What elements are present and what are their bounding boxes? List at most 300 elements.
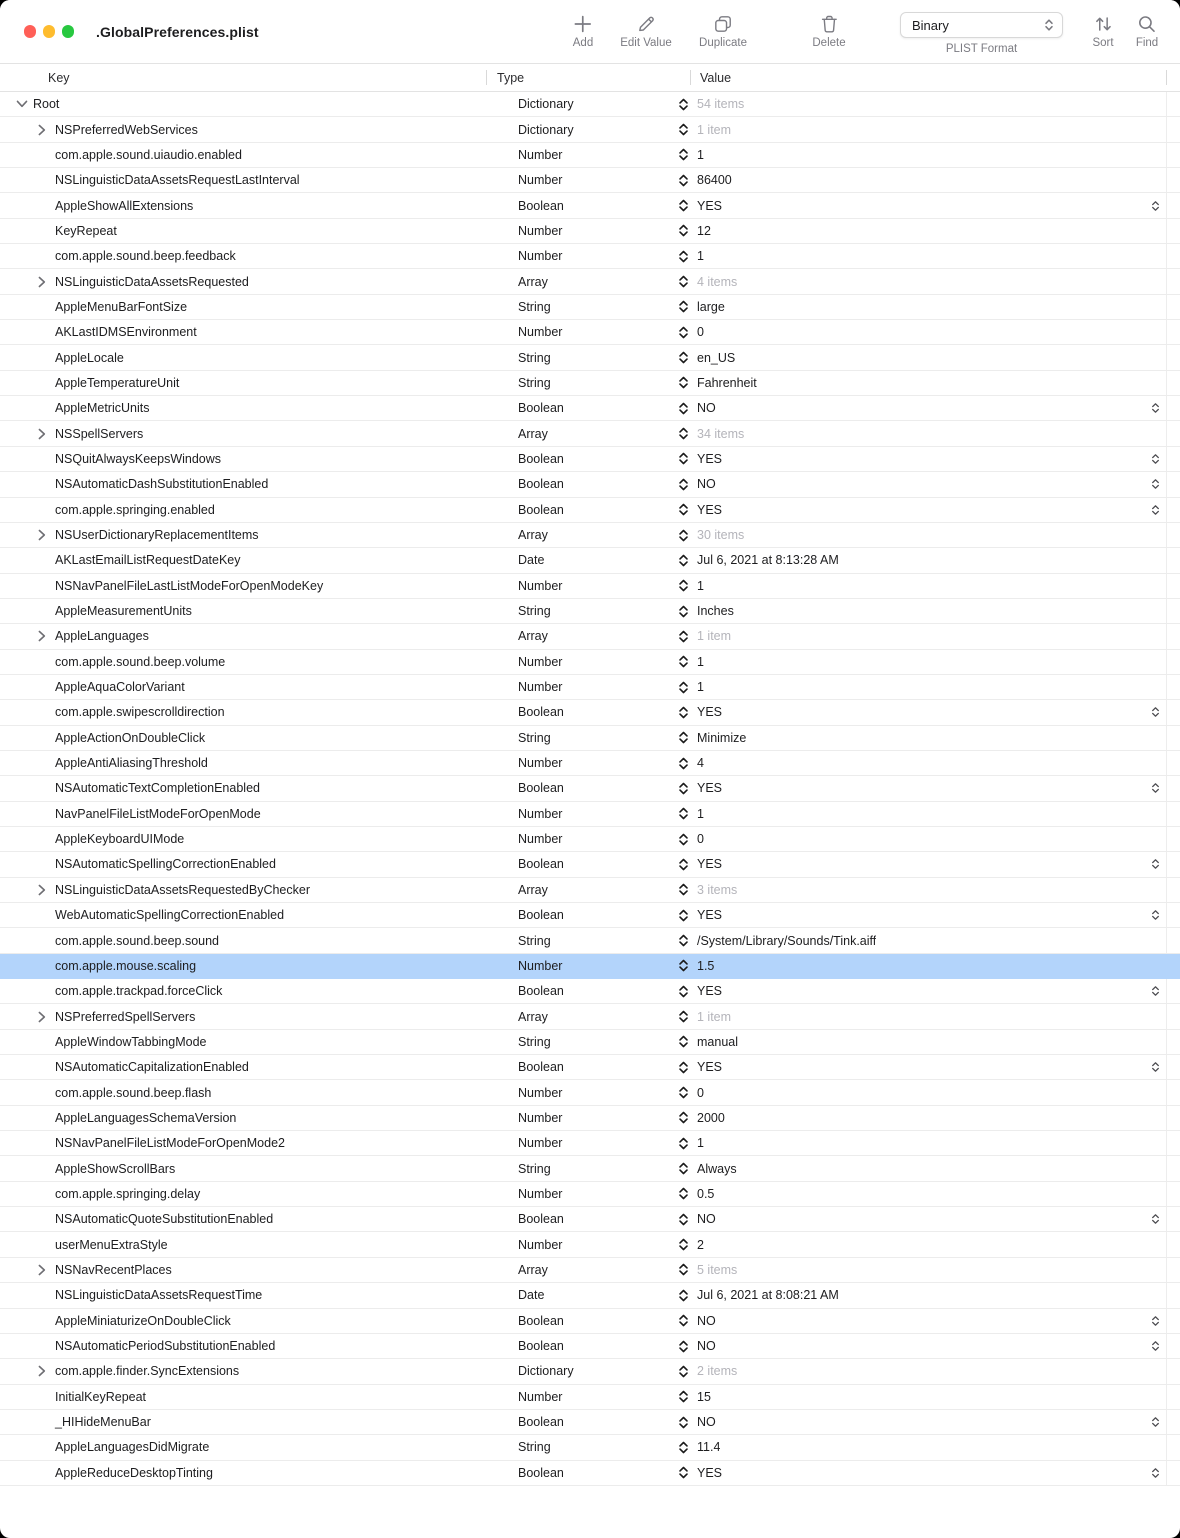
value-cell[interactable] [672,148,1180,162]
value-stepper-icon[interactable] [678,579,690,592]
type-cell[interactable] [486,300,672,314]
value-stepper-icon[interactable] [678,1162,690,1175]
value-stepper-icon[interactable] [678,123,690,136]
type-cell[interactable] [486,655,672,669]
type-cell[interactable] [486,883,672,897]
value-cell[interactable] [672,579,1180,593]
value-cell[interactable] [672,756,1180,770]
type-cell[interactable] [486,680,672,694]
minimize-button[interactable] [43,25,56,38]
type-cell[interactable] [486,1010,672,1024]
type-label: Boolean [518,502,564,517]
value-stepper-icon[interactable] [678,1390,690,1403]
value-cell[interactable] [672,1086,1180,1100]
value-stepper-icon[interactable] [678,605,690,618]
value-cell[interactable] [672,1060,1180,1074]
table-row[interactable] [0,776,1180,801]
value-cell[interactable] [672,1136,1180,1150]
type-label: Boolean [518,198,564,213]
value-stepper-icon[interactable] [678,858,690,871]
type-cell[interactable] [486,1314,672,1328]
table-row[interactable] [0,498,1180,523]
table-row[interactable] [0,1156,1180,1181]
column-divider[interactable] [690,70,691,85]
value-cell[interactable] [672,807,1180,821]
value-stepper-icon[interactable] [678,934,690,947]
value-stepper-icon[interactable] [678,959,690,972]
value-stepper-icon[interactable] [678,1111,690,1124]
type-cell[interactable] [486,376,672,390]
type-cell[interactable] [486,629,672,643]
value-stepper-icon[interactable] [678,985,690,998]
key-cell [0,731,486,745]
type-cell[interactable] [486,984,672,998]
type-cell[interactable] [486,1111,672,1125]
key-label: NSNavRecentPlaces [55,1262,172,1277]
table-row[interactable] [0,650,1180,675]
close-button[interactable] [24,25,37,38]
edit-value-button[interactable] [620,12,672,49]
value-cell[interactable] [672,984,1180,998]
type-cell[interactable] [486,579,672,593]
type-cell[interactable] [486,148,672,162]
key-cell [0,655,486,669]
value-cell[interactable] [672,1238,1180,1252]
value-cell[interactable] [672,553,1180,567]
boolean-popup-chevron-icon[interactable] [1151,986,1160,997]
type-label: Number [518,1237,563,1252]
table-row[interactable] [0,802,1180,827]
value-cell[interactable] [672,857,1180,871]
table-row[interactable] [0,320,1180,345]
value-stepper-icon[interactable] [678,630,690,643]
value-stepper-icon[interactable] [678,148,690,161]
table-row[interactable] [0,903,1180,928]
value-stepper-icon[interactable] [678,376,690,389]
delete-button[interactable] [812,12,845,49]
table-row[interactable] [0,827,1180,852]
value-cell[interactable] [672,528,1180,542]
type-label: Number [518,173,563,188]
key-cell [0,1364,486,1378]
type-cell[interactable] [486,249,672,263]
type-cell[interactable] [486,857,672,871]
boolean-popup-chevron-icon[interactable] [1151,504,1160,515]
value-cell[interactable] [672,832,1180,846]
table-row[interactable] [0,1410,1180,1435]
table-row[interactable] [0,1385,1180,1410]
table-row[interactable] [0,1207,1180,1232]
disclosure-icon[interactable] [38,276,55,288]
value-stepper-icon[interactable] [678,224,690,237]
key-label: AppleMeasurementUnits [55,604,192,619]
table-row[interactable] [0,928,1180,953]
boolean-popup-chevron-icon[interactable] [1151,403,1160,414]
type-cell[interactable] [486,934,672,948]
value-stepper-icon[interactable] [678,199,690,212]
type-cell[interactable] [486,1035,672,1049]
table-row[interactable] [0,269,1180,294]
column-header-key[interactable]: Key [48,70,70,85]
value-cell[interactable] [672,224,1180,238]
type-cell[interactable] [486,807,672,821]
value-cell[interactable] [672,629,1180,643]
type-cell[interactable] [486,224,672,238]
column-header-type[interactable]: Type [497,70,525,85]
boolean-popup-chevron-icon[interactable] [1151,783,1160,794]
value-stepper-icon[interactable] [678,782,690,795]
type-label: Boolean [518,1415,564,1430]
type-label: Boolean [518,1060,564,1075]
type-cell[interactable] [486,1390,672,1404]
table-row[interactable] [0,599,1180,624]
boolean-popup-chevron-icon[interactable] [1151,200,1160,211]
key-cell [0,148,486,162]
type-label: Date [518,553,545,568]
value-stepper-icon[interactable] [678,351,690,364]
table-row[interactable] [0,726,1180,751]
type-cell[interactable] [486,199,672,213]
value-label: 1.5 [697,958,715,973]
table-row[interactable] [0,472,1180,497]
disclosure-icon[interactable] [38,1365,55,1377]
value-cell[interactable] [672,275,1180,289]
value-cell[interactable] [672,1035,1180,1049]
disclosure-icon[interactable] [16,100,33,108]
type-cell[interactable] [486,325,672,339]
key-cell [0,705,486,719]
table-row[interactable] [0,1004,1180,1029]
value-cell[interactable] [672,1010,1180,1024]
value-stepper-icon[interactable] [678,1340,690,1353]
type-label: Number [518,1110,563,1125]
value-label: large [697,299,725,314]
table-row[interactable] [0,168,1180,193]
zoom-button[interactable] [62,25,75,38]
table-row[interactable] [0,1030,1180,1055]
table-row[interactable] [0,1309,1180,1334]
table-row[interactable] [0,396,1180,421]
disclosure-icon[interactable] [38,630,55,642]
value-cell[interactable] [672,731,1180,745]
type-label: Number [518,654,563,669]
table-row[interactable] [0,1131,1180,1156]
type-label: Boolean [518,984,564,999]
value-stepper-icon[interactable] [678,1137,690,1150]
value-stepper-icon[interactable] [678,1289,690,1302]
boolean-popup-chevron-icon[interactable] [1151,1417,1160,1428]
boolean-popup-chevron-icon[interactable] [1151,1341,1160,1352]
type-cell[interactable] [486,1086,672,1100]
value-cell[interactable] [672,452,1180,466]
value-cell[interactable] [672,325,1180,339]
type-cell[interactable] [486,1339,672,1353]
value-cell[interactable] [672,300,1180,314]
type-cell[interactable] [486,731,672,745]
key-label: AKLastEmailListRequestDateKey [55,553,241,568]
type-cell[interactable] [486,553,672,567]
disclosure-icon[interactable] [38,1264,55,1276]
value-stepper-icon[interactable] [678,326,690,339]
add-button[interactable] [573,12,593,49]
value-stepper-icon[interactable] [678,1010,690,1023]
value-stepper-icon[interactable] [678,1061,690,1074]
table-row[interactable] [0,345,1180,370]
value-cell[interactable] [672,883,1180,897]
type-cell[interactable] [486,351,672,365]
value-cell[interactable] [672,680,1180,694]
value-cell[interactable] [672,173,1180,187]
value-cell[interactable] [672,1263,1180,1277]
key-label: KeyRepeat [55,223,117,238]
table-row[interactable] [0,1106,1180,1131]
value-cell[interactable] [672,1339,1180,1353]
value-cell[interactable] [672,477,1180,491]
type-cell[interactable] [486,959,672,973]
table-row[interactable] [0,1182,1180,1207]
table-row[interactable] [0,117,1180,142]
pencil-icon [636,12,656,36]
value-cell[interactable] [672,781,1180,795]
table-row[interactable] [0,574,1180,599]
value-cell[interactable] [672,249,1180,263]
value-stepper-icon[interactable] [678,1263,690,1276]
table-row[interactable] [0,244,1180,269]
table-row[interactable] [0,1435,1180,1460]
table-row[interactable] [0,852,1180,877]
table-row[interactable] [0,1232,1180,1257]
value-stepper-icon[interactable] [678,402,690,415]
type-cell[interactable] [486,427,672,441]
type-cell[interactable] [486,123,672,137]
key-label: NSQuitAlwaysKeepsWindows [55,451,222,466]
value-stepper-icon[interactable] [678,909,690,922]
value-cell[interactable] [672,123,1180,137]
type-cell[interactable] [486,173,672,187]
boolean-popup-chevron-icon[interactable] [1151,1467,1160,1478]
type-cell[interactable] [486,1212,672,1226]
type-cell[interactable] [486,1060,672,1074]
value-cell[interactable] [672,376,1180,390]
value-stepper-icon[interactable] [678,1416,690,1429]
type-cell[interactable] [486,1440,672,1454]
type-cell[interactable] [486,477,672,491]
key-cell [0,1162,486,1176]
table-row[interactable] [0,675,1180,700]
key-label: NSNavPanelFileListModeForOpenMode2 [55,1136,285,1151]
type-cell[interactable] [486,1187,672,1201]
type-cell[interactable] [486,832,672,846]
value-cell[interactable] [672,959,1180,973]
value-cell[interactable] [672,1288,1180,1302]
table-row[interactable] [0,1283,1180,1308]
table-row[interactable] [0,421,1180,446]
column-header-value[interactable]: Value [700,70,732,85]
table-row[interactable] [0,1258,1180,1283]
table-row[interactable] [0,1334,1180,1359]
value-stepper-icon[interactable] [678,300,690,313]
value-stepper-icon[interactable] [678,706,690,719]
key-cell [0,553,486,567]
value-cell[interactable] [672,1187,1180,1201]
value-stepper-icon[interactable] [678,1035,690,1048]
type-cell[interactable] [486,1263,672,1277]
boolean-popup-chevron-icon[interactable] [1151,707,1160,718]
value-stepper-icon[interactable] [678,478,690,491]
type-cell[interactable] [486,781,672,795]
duplicate-button[interactable] [699,12,747,49]
table-row[interactable] [0,700,1180,725]
value-cell[interactable] [672,1466,1180,1480]
disclosure-icon[interactable] [38,124,55,136]
disclosure-icon[interactable] [38,428,55,440]
table-row[interactable] [0,1080,1180,1105]
type-cell[interactable] [486,528,672,542]
value-cell[interactable] [672,908,1180,922]
key-label: AppleShowScrollBars [55,1161,176,1176]
type-label: String [518,299,551,314]
type-cell[interactable] [486,1136,672,1150]
key-label: NSUserDictionaryReplacementItems [55,528,259,543]
value-stepper-icon[interactable] [678,174,690,187]
value-stepper-icon[interactable] [678,275,690,288]
value-cell[interactable] [672,503,1180,517]
value-cell[interactable] [672,1415,1180,1429]
value-stepper-icon[interactable] [678,655,690,668]
value-stepper-icon[interactable] [678,1314,690,1327]
table-row[interactable] [0,1461,1180,1486]
boolean-popup-chevron-icon[interactable] [1151,1315,1160,1326]
type-cell[interactable] [486,401,672,415]
key-cell [0,1086,486,1100]
key-cell [0,325,486,339]
value-cell[interactable] [672,1390,1180,1404]
table-row[interactable] [0,371,1180,396]
value-cell[interactable] [672,604,1180,618]
type-cell[interactable] [486,503,672,517]
type-cell[interactable] [486,604,672,618]
type-cell[interactable] [486,1466,672,1480]
value-cell[interactable] [672,199,1180,213]
value-stepper-icon[interactable] [678,98,690,111]
value-stepper-icon[interactable] [678,1187,690,1200]
value-cell[interactable] [672,1111,1180,1125]
column-divider[interactable] [1166,70,1167,85]
table-row[interactable] [0,1359,1180,1384]
table-row[interactable] [0,751,1180,776]
value-stepper-icon[interactable] [678,452,690,465]
type-label: Array [518,1262,548,1277]
value-stepper-icon[interactable] [678,807,690,820]
table-row[interactable] [0,523,1180,548]
table-row[interactable] [0,92,1180,117]
key-cell [0,680,486,694]
table-row[interactable] [0,193,1180,218]
value-cell[interactable] [672,427,1180,441]
value-stepper-icon[interactable] [678,731,690,744]
sort-button[interactable] [1092,12,1113,49]
key-label: NSLinguisticDataAssetsRequested [55,274,249,289]
value-stepper-icon[interactable] [678,1238,690,1251]
table-row[interactable] [0,219,1180,244]
find-button[interactable] [1136,12,1158,49]
value-stepper-icon[interactable] [678,681,690,694]
type-cell[interactable] [486,1288,672,1302]
type-cell[interactable] [486,705,672,719]
key-label: NSAutomaticCapitalizationEnabled [55,1060,249,1075]
table-row[interactable] [0,447,1180,472]
value-cell[interactable] [672,97,1180,111]
value-stepper-icon[interactable] [678,554,690,567]
value-cell[interactable] [672,351,1180,365]
table-row[interactable] [0,143,1180,168]
value-cell[interactable] [672,1162,1180,1176]
type-cell[interactable] [486,1162,672,1176]
value-cell[interactable] [672,655,1180,669]
disclosure-icon[interactable] [38,529,55,541]
type-cell[interactable] [486,452,672,466]
value-stepper-icon[interactable] [678,503,690,516]
value-cell[interactable] [672,705,1180,719]
value-stepper-icon[interactable] [678,427,690,440]
type-cell[interactable] [486,1415,672,1429]
key-label: NSAutomaticQuoteSubstitutionEnabled [55,1212,274,1227]
type-cell[interactable] [486,275,672,289]
table-row[interactable] [0,548,1180,573]
table-row[interactable] [0,878,1180,903]
boolean-popup-chevron-icon[interactable] [1151,1214,1160,1225]
plist-format-select[interactable] [900,12,1063,38]
value-label: 12 [697,223,711,238]
table-row[interactable] [0,979,1180,1004]
boolean-popup-chevron-icon[interactable] [1151,1062,1160,1073]
value-stepper-icon[interactable] [678,1086,690,1099]
type-cell[interactable] [486,1364,672,1378]
disclosure-icon[interactable] [38,884,55,896]
boolean-popup-chevron-icon[interactable] [1151,479,1160,490]
type-cell[interactable] [486,1238,672,1252]
value-stepper-icon[interactable] [678,883,690,896]
type-cell[interactable] [486,97,672,111]
type-cell[interactable] [486,908,672,922]
value-cell[interactable] [672,401,1180,415]
value-cell[interactable] [672,934,1180,948]
column-divider[interactable] [486,70,487,85]
value-cell[interactable] [672,1212,1180,1226]
value-cell[interactable] [672,1364,1180,1378]
value-stepper-icon[interactable] [678,250,690,263]
type-cell[interactable] [486,756,672,770]
boolean-popup-chevron-icon[interactable] [1151,453,1160,464]
value-stepper-icon[interactable] [678,1466,690,1479]
value-stepper-icon[interactable] [678,1213,690,1226]
table-row[interactable] [0,1055,1180,1080]
table-row[interactable] [0,295,1180,320]
value-stepper-icon[interactable] [678,757,690,770]
value-stepper-icon[interactable] [678,1365,690,1378]
boolean-popup-chevron-icon[interactable] [1151,859,1160,870]
value-stepper-icon[interactable] [678,1441,690,1454]
table-row[interactable] [0,624,1180,649]
disclosure-icon[interactable] [38,1011,55,1023]
value-stepper-icon[interactable] [678,529,690,542]
boolean-popup-chevron-icon[interactable] [1151,910,1160,921]
value-cell[interactable] [672,1314,1180,1328]
table-row[interactable] [0,954,1180,979]
type-label: Boolean [518,705,564,720]
value-cell[interactable] [672,1440,1180,1454]
value-stepper-icon[interactable] [678,833,690,846]
